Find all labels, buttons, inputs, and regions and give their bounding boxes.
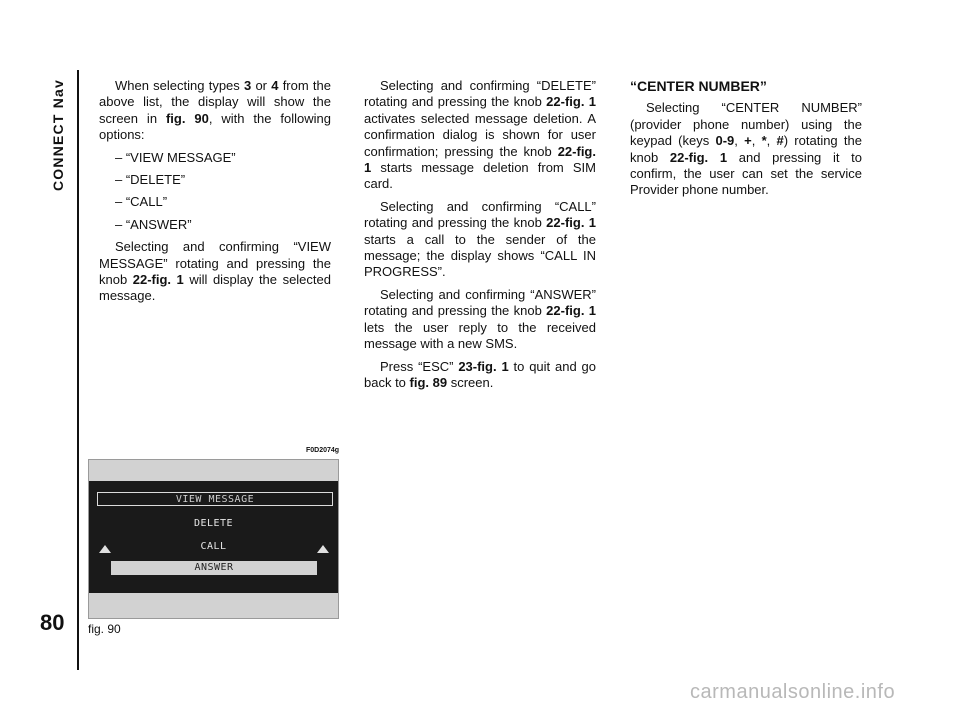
list-item: – “CALL” (115, 194, 168, 210)
intro-paragraph: When selecting types 3 or 4 from the above list, the display will show the screen in fig. 90, with the following options: (99, 78, 331, 143)
section-side-title (48, 80, 68, 190)
list-item: – “VIEW MESSAGE” (115, 149, 236, 165)
figure-90 (88, 459, 339, 619)
answer-paragraph: Selecting and confirming “ANSWER” rotating and pressing the knob 22-fig. 1 lets the user reply to the received message with a new SMS. (364, 286, 597, 352)
esc-paragraph: Press “ESC” 23-fig. 1 to quit and go back to fig. 89 screen. (364, 358, 596, 390)
display-screen (89, 481, 338, 593)
column-2 (364, 78, 596, 397)
side-title-text: CONNECT Nav (50, 79, 66, 191)
call-paragraph: Selecting and confirming “CALL” rotating and pressing the knob 22-fig. 1 starts a call to the sender of the message; the display shows “CALL IN PROGRESS”. (364, 198, 597, 280)
figure-code: F0D2074g (306, 447, 340, 454)
menu-item-delete: DELETE (193, 518, 234, 529)
center-number-heading: “CENTER NUMBER” (630, 78, 767, 94)
menu-item-call: CALL (200, 541, 227, 552)
column-1 (99, 78, 331, 311)
list-item: – “ANSWER” (115, 216, 192, 232)
menu-item-answer-selected: ANSWER (111, 561, 317, 575)
delete-paragraph: Selecting and confirming “DELETE” rotating and pressing the knob 22-fig. 1 activates selected message deletion. A confirmation dialog is shown for user confirmation; pressing the knob 22-fig. 1 starts message deletion from SIM card. (364, 78, 597, 192)
margin-rule (77, 70, 79, 670)
list-item: – “DELETE” (115, 172, 186, 188)
column-3 (630, 78, 862, 205)
center-number-paragraph: Selecting “CENTER NUMBER” (provider phone number) using the keypad (keys 0-9, +, *, #) rotating the knob 22-fig. 1 and pressing it to confirm, the user can set the service Provider phone number. (630, 100, 862, 198)
view-message-paragraph: Selecting and confirming “VIEW MESSAGE” rotating and pressing the knob 22-fig. 1 will display the selected message. (99, 239, 331, 304)
page-number: 80 (40, 610, 65, 635)
up-arrow-right-icon (317, 545, 329, 553)
menu-item-view-message: VIEW MESSAGE (97, 492, 333, 506)
watermark: carmanualsonline.info (690, 681, 896, 703)
figure-caption: fig. 90 (88, 622, 121, 636)
